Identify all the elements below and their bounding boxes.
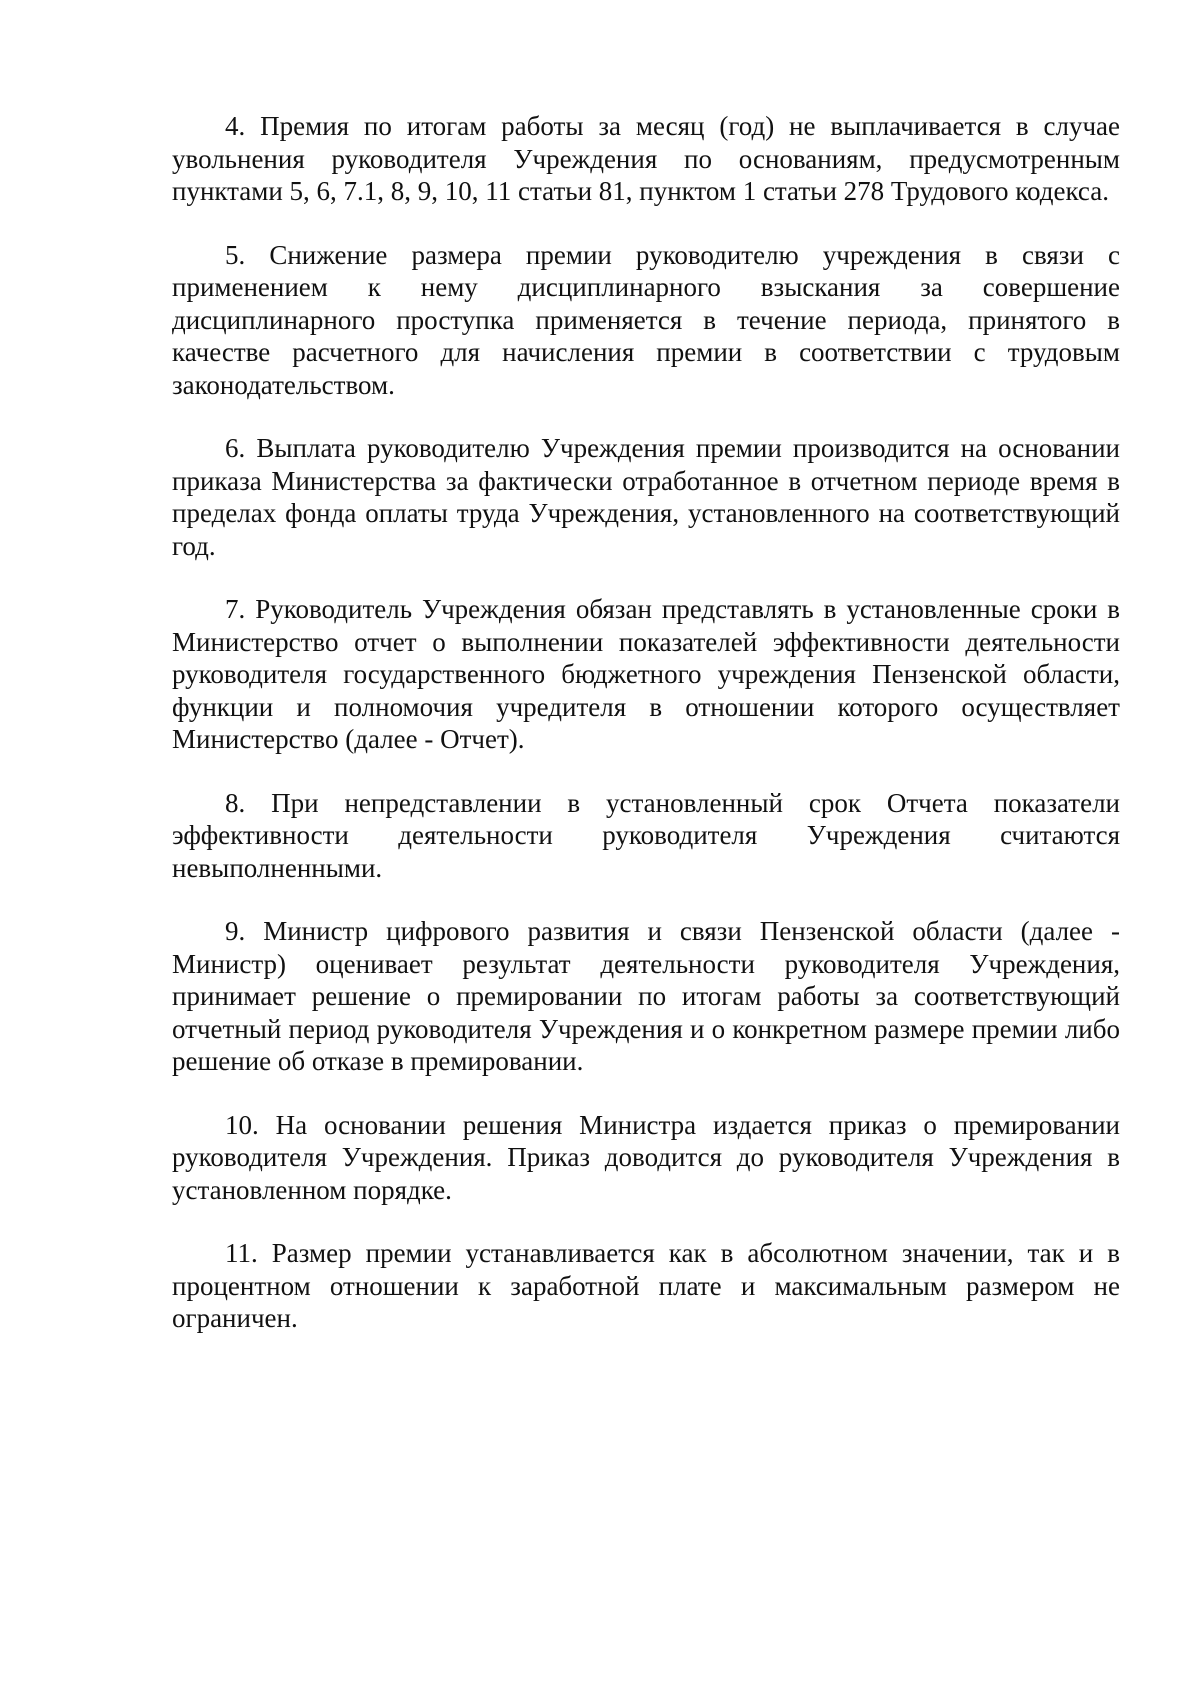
document-body <box>172 110 1120 1366</box>
paragraph-9: 9. Министр цифрового развития и связи Пензенской области (далее - Министр) оценивает результат деятельности руководителя Учреждения, принимает решение о премировании по итогам работы за соответствующий отчетный период руководителя Учреждения и о конкретном размере премии либо решение об отказе в премировании. <box>172 916 1120 1076</box>
paragraph-5: 5. Снижение размера премии руководителю учреждения в связи с применением к нему дисциплинарного взыскания за совершение дисциплинарного проступка применяется в течение периода, принятого в качестве расчетного для начисления премии в соответствии с трудовым законодательством. <box>172 239 1120 400</box>
paragraph-10: 10. На основании решения Министра издается приказ о премировании руководителя Учреждения. Приказ доводится до руководителя Учреждения в установленном порядке. <box>172 1109 1120 1205</box>
paragraph-8: 8. При непредставлении в установленный срок Отчета показатели эффективности деятельности руководителя Учреждения считаются невыполненными. <box>172 787 1120 883</box>
paragraph-6: 6. Выплата руководителю Учреждения премии производится на основании приказа Министерства за фактически отработанное в отчетном периоде время в пределах фонда оплаты труда Учреждения, установленного на соответствующий год. <box>172 433 1120 561</box>
paragraph-4: 4. Премия по итогам работы за месяц (год) не выплачивается в случае увольнения руководителя Учреждения по основаниям, предусмотренным пунктами 5, 6, 7.1, 8, 9, 10, 11 статьи 81, пунктом 1 статьи 278 Трудового кодекса. <box>172 111 1120 206</box>
paragraph-7: 7. Руководитель Учреждения обязан представлять в установленные сроки в Министерство отчет о выполнении показателей эффективности деятельности руководителя государственного бюджетного учреждения Пензенской области, функции и полномочия учредителя в отношении которого осуществляет Министерство (далее - Отчет). <box>172 594 1120 754</box>
paragraph-11: 11. Размер премии устанавливается как в абсолютном значении, так и в процентном отношении к заработной плате и максимальным размером не ограничен. <box>172 1238 1120 1333</box>
